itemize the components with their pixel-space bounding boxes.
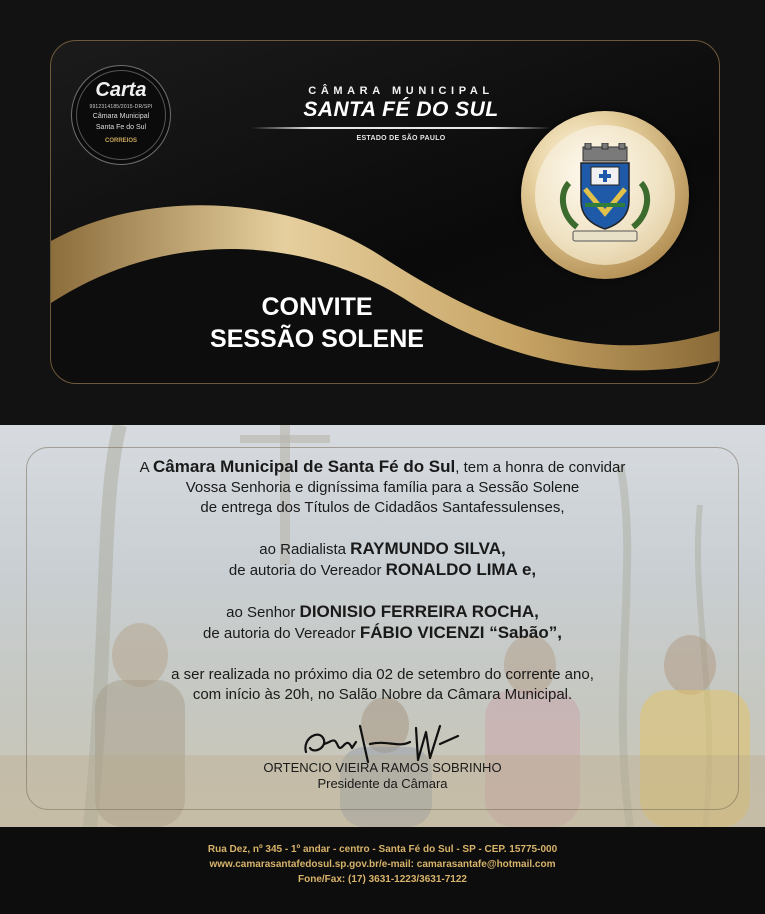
header-card [50,40,720,384]
footer-web[interactable]: www.camarasantafedosul.sp.gov.br/e-mail: camarasantafe@hotmail.com [209,859,556,870]
invite-line1-prefix: A [139,459,153,476]
coat-of-arms-medal [521,111,689,279]
carta-badge-line1: Câmara Municipal [92,113,150,120]
header-city-name: SANTA FÉ DO SUL [303,98,499,121]
honoree1-name: RAYMUNDO SILVA, [350,539,506,558]
invite-line3: de entrega dos Títulos de Cidadãos Santafessulenses, [200,499,565,516]
closing-line1: a ser realizada no próximo dia 02 de setembro do corrente ano, [171,666,594,683]
header-divider [251,127,551,129]
header-state: ESTADO DE SÃO PAULO [356,135,446,142]
footer-address: Rua Dez, nº 345 - 1º andar - centro - Santa Fé do Sul - SP - CEP. 15775-000 [207,844,558,855]
footer [0,827,765,914]
invitation-text [0,457,765,705]
signer-block [0,760,765,792]
invite-line2: Vossa Senhoria e digníssima família para a Sessão Solene [185,479,580,496]
signer-role: Presidente da Câmara [317,776,448,791]
honoree2-author-line [0,623,765,644]
carta-badge-line2: Santa Fe do Sul [95,124,147,131]
title-line1: CONVITE [261,293,373,321]
honoree2-author-name: FÁBIO VICENZI “Sabão”, [359,623,562,642]
invitation-top-section [0,0,765,425]
signer-name: ORTENCIO VIEIRA RAMOS SOBRINHO [263,760,502,775]
invitation-title [51,291,583,355]
council-header [251,85,551,142]
footer-phone: Fone/Fax: (17) 3631-1223/3631-7122 [298,874,467,885]
honoree1-author-prefix: de autoria do Vereador [228,562,386,579]
honoree2-author-prefix: de autoria do Vereador [203,625,360,642]
closing-line2: com início às 20h, no Salão Nobre da Câmara Municipal. [192,686,573,703]
honoree1-prefix: ao Radialista [259,541,351,558]
carta-badge-title: Carta [95,79,147,101]
council-name: Câmara Municipal de Santa Fé do Sul [152,457,456,476]
honoree2-prefix: ao Senhor [226,604,300,621]
invite-line1 [0,457,765,478]
municipal-coat-of-arms-icon [555,143,655,247]
honoree1-line [0,539,765,560]
carta-badge-brand: CORREIOS [104,138,137,144]
honoree1-author-name: RONALDO LIMA e, [385,560,537,579]
invitation-body-section [0,425,765,827]
honoree2-name: DIONISIO FERREIRA ROCHA, [299,602,539,621]
header-line1: CÂMARA MUNICIPAL [308,85,494,97]
invite-line1-suffix: , tem a honra de convidar [455,459,626,476]
honoree1-author-line [0,560,765,581]
honoree2-line [0,602,765,623]
correios-carta-badge-icon [71,65,171,165]
title-line2: SESSÃO SOLENE [210,325,424,353]
carta-badge-code: 9912314185/2015-DR/SPI [89,104,153,110]
